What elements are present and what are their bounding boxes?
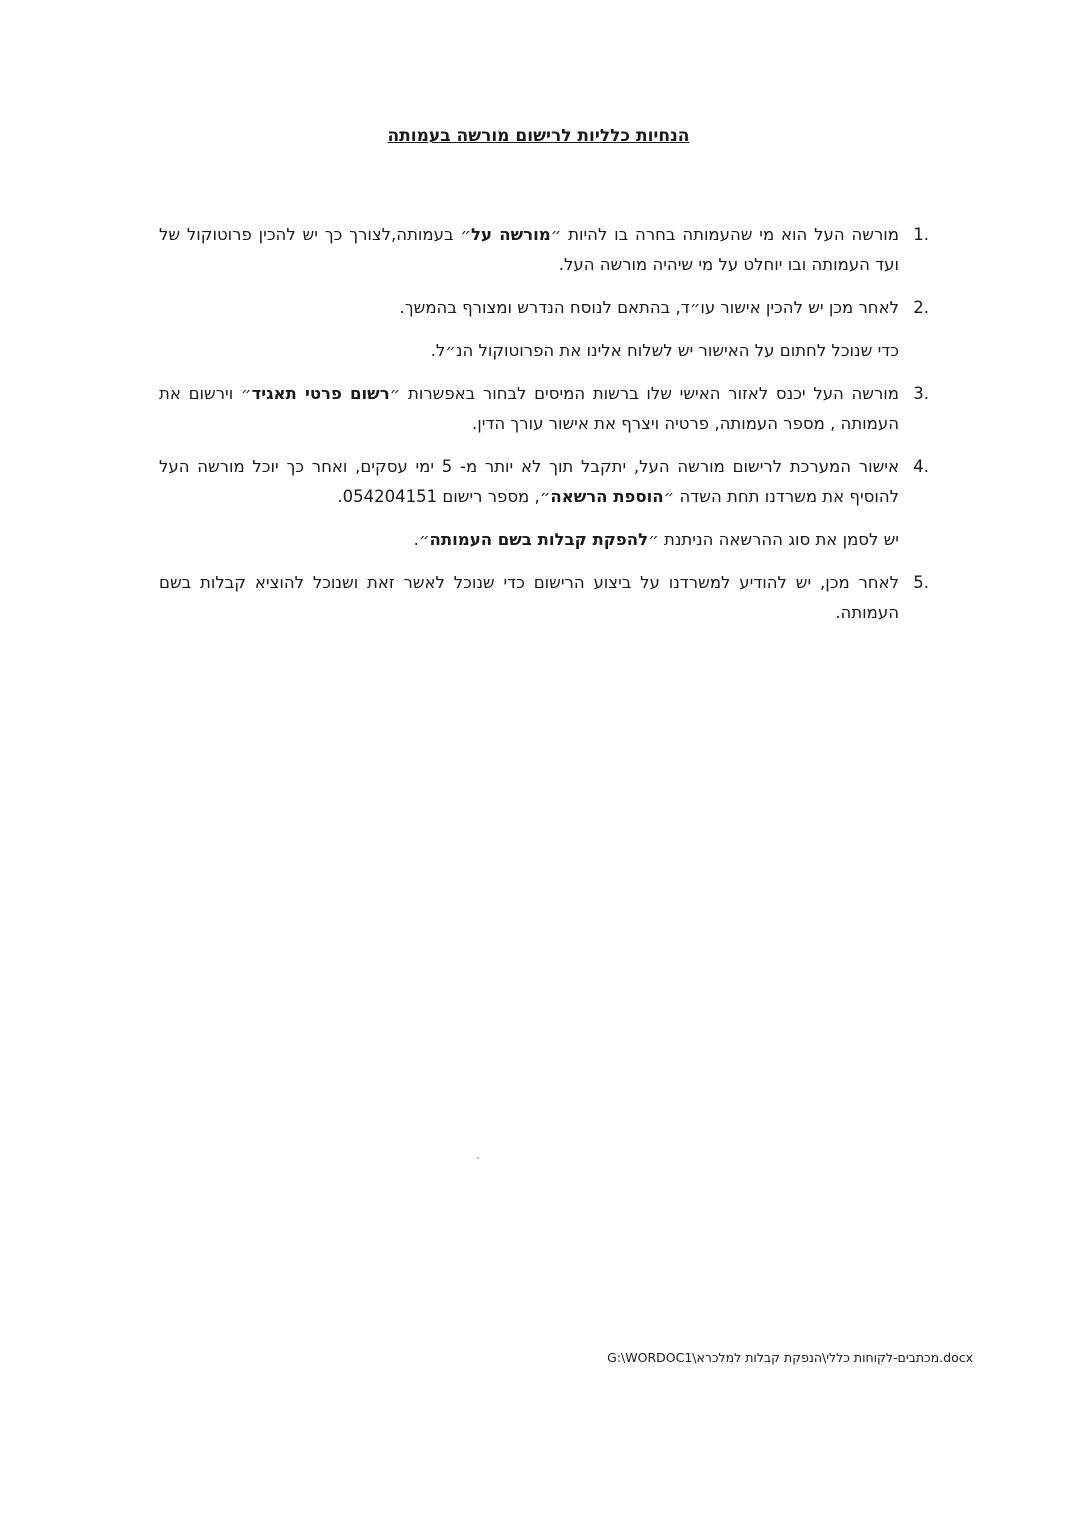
list-item-text (159, 568, 899, 628)
text-run: מורשה העל הוא מי שהעמותה בחרה בו להיות ״ (550, 225, 899, 244)
list-item (159, 293, 929, 323)
list-item (159, 379, 929, 439)
list-item-text (159, 379, 899, 439)
text-run: יש לסמן את סוג ההרשאה הניתנת ״ (648, 530, 899, 549)
text-run: אישור המערכת לרישום מורשה העל, יתקבל תוך לא יותר מ- 5 ימי עסקים, ואחר כך יוכל מורשה העל להוסיף את משרדנו תחת השדה ״ (159, 457, 899, 506)
text-run: לאחר מכן, יש להודיע למשרדנו על ביצוע הרישום כדי שנוכל לאשר זאת ושנוכל להוציא קבלות בשם העמותה. (159, 573, 899, 622)
list-item (159, 568, 929, 628)
list-paragraph (159, 336, 899, 366)
file-path-footer: G:\WORDOC1\מכתבים-לקוחות כללי\הנפקת קבלות למלכרא.docx (607, 1350, 973, 1365)
document-title: הנחיות כלליות לרישום מורשה בעמותה (387, 126, 690, 146)
bold-term: רשום פרטי תאגיד (251, 384, 390, 403)
list-item (159, 220, 929, 280)
bold-term: מורשה על (470, 225, 551, 244)
list-item-text (159, 452, 899, 512)
list-item (159, 452, 929, 512)
text-run: ״. (413, 530, 430, 549)
text-run: ״, מספר רישום 054204151. (337, 487, 551, 506)
list-item-number: 5. (913, 573, 929, 592)
list-item-number: 2. (913, 298, 929, 317)
list-item-text (159, 293, 899, 323)
list-paragraph (159, 525, 899, 555)
bold-term: להפקת קבלות בשם העמותה (429, 530, 649, 549)
bold-term: הוספת הרשאה (550, 487, 664, 506)
list-item-text (159, 220, 899, 280)
text-run: מורשה העל יכנס לאזור האישי שלו ברשות המיסים לבחור באפשרות ״ (389, 384, 900, 403)
text-run: ״ בעמותה,לצורך כך יש להכין פרוטוקול של ועד העמותה ובו יוחלט על מי שיהיה מורשה העל. (159, 225, 899, 274)
list-item-number: 3. (913, 384, 929, 403)
text-run: לאחר מכן יש להכין אישור עו״ד, בהתאם לנוסח הנדרש ומצורף בהמשך. (399, 298, 899, 317)
text-run: ״ וירשום את העמותה , מספר העמותה, פרטיה ויצרף את אישור עורך הדין. (159, 384, 899, 433)
list-item-number: 4. (913, 457, 929, 476)
text-run: כדי שנוכל לחתום על האישור יש לשלוח אלינו את הפרוטוקול הנ״ל. (430, 341, 899, 360)
scan-speck (477, 1157, 479, 1159)
list-item-number: 1. (913, 225, 929, 244)
instructions-list (159, 220, 929, 641)
